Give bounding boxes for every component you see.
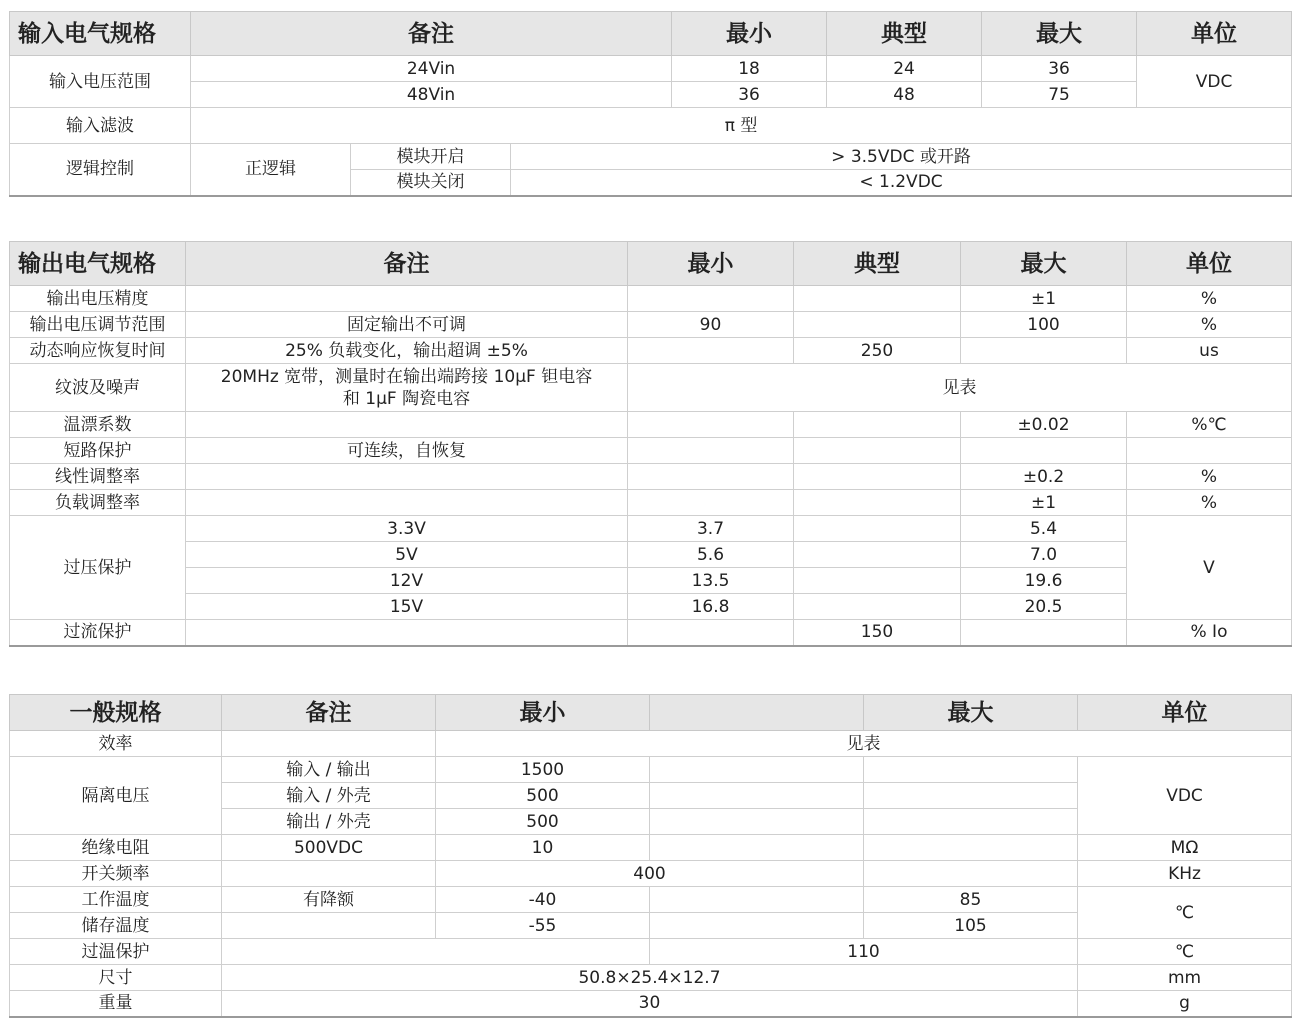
- table-row: [10, 490, 1292, 516]
- header-min: 最小: [672, 12, 827, 56]
- cell-note: [222, 861, 436, 887]
- header-note: 备注: [186, 242, 628, 286]
- cell-unit: %℃: [1127, 412, 1292, 438]
- cell-note: 48Vin: [191, 82, 672, 108]
- row-label: 效率: [10, 731, 222, 757]
- cell-max: 75: [982, 82, 1137, 108]
- table-row: [10, 939, 1292, 965]
- cell-unit: V: [1127, 516, 1292, 620]
- table-row: [10, 835, 1292, 861]
- cell-max: [961, 620, 1127, 646]
- cell-typ: 150: [794, 620, 961, 646]
- table-row: [10, 965, 1292, 991]
- cell-note: 12V: [186, 568, 628, 594]
- cell-min: [628, 286, 794, 312]
- cell-typ: [794, 286, 961, 312]
- table-row: [10, 464, 1292, 490]
- header-typ: 典型: [827, 12, 982, 56]
- table-row: [10, 731, 1292, 757]
- header-max: 最大: [982, 12, 1137, 56]
- table-row: [10, 144, 1292, 170]
- cell-min: [628, 438, 794, 464]
- row-label: 线性调整率: [10, 464, 186, 490]
- table-row: [10, 286, 1292, 312]
- cell-typ: [794, 312, 961, 338]
- row-label: 负载调整率: [10, 490, 186, 516]
- header-note: 备注: [191, 12, 672, 56]
- cell-min: 500: [436, 783, 650, 809]
- output-header-row: [10, 242, 1292, 286]
- cell-unit: g: [1078, 991, 1292, 1017]
- cell-unit: %: [1127, 490, 1292, 516]
- cell-note: [186, 412, 628, 438]
- cell-min: 13.5: [628, 568, 794, 594]
- cell-min: [628, 490, 794, 516]
- cell-typ: [794, 438, 961, 464]
- cell-max: [961, 438, 1127, 464]
- input-header-row: [10, 12, 1292, 56]
- cell-note: 5V: [186, 542, 628, 568]
- row-label: 动态响应恢复时间: [10, 338, 186, 364]
- cell-unit: KHz: [1078, 861, 1292, 887]
- header-unit: 单位: [1127, 242, 1292, 286]
- cell-note: 15V: [186, 594, 628, 620]
- cell-value: 见表: [436, 731, 1292, 757]
- table-row: [10, 991, 1292, 1017]
- cell-state: 模块关闭: [351, 170, 511, 196]
- header-typ: 典型: [794, 242, 961, 286]
- cell-unit: us: [1127, 338, 1292, 364]
- cell-max: [864, 783, 1078, 809]
- cell-typ: 250: [794, 338, 961, 364]
- cell-min: 10: [436, 835, 650, 861]
- cell-typ: 110: [650, 939, 1078, 965]
- cell-unit: MΩ: [1078, 835, 1292, 861]
- cell-typ: 24: [827, 56, 982, 82]
- cell-note: [222, 731, 436, 757]
- cell-unit: %: [1127, 286, 1292, 312]
- row-label: 绝缘电阻: [10, 835, 222, 861]
- cell-max: 85: [864, 887, 1078, 913]
- cell-note: [186, 464, 628, 490]
- cell-max: [961, 338, 1127, 364]
- cell-typ: [650, 887, 864, 913]
- cell-note: 500VDC: [222, 835, 436, 861]
- cell-min: 1500: [436, 757, 650, 783]
- cell-min: [628, 620, 794, 646]
- table-row: [10, 568, 1292, 594]
- cell-min: -55: [436, 913, 650, 939]
- cell-min: 90: [628, 312, 794, 338]
- table-row: [10, 516, 1292, 542]
- general-header-row: [10, 695, 1292, 731]
- cell-note: 24Vin: [191, 56, 672, 82]
- cell-note: 可连续，自恢复: [186, 438, 628, 464]
- row-label: 逻辑控制: [10, 144, 191, 196]
- ripple-note-line2: 和 1μF 陶瓷电容: [342, 388, 471, 409]
- cell-max: 36: [982, 56, 1137, 82]
- ripple-note-line1: 20MHz 宽带，测量时在输出端跨接 10μF 钽电容: [220, 366, 593, 387]
- header-note: 备注: [222, 695, 436, 731]
- cell-unit: [1127, 438, 1292, 464]
- row-label: 工作温度: [10, 887, 222, 913]
- cell-typ: [794, 464, 961, 490]
- cell-max: [864, 809, 1078, 835]
- row-label: 过流保护: [10, 620, 186, 646]
- table-row: [10, 108, 1292, 144]
- table-row: [10, 312, 1292, 338]
- cell-note: 3.3V: [186, 516, 628, 542]
- table-row: [10, 364, 1292, 412]
- cell-note: 输出 / 外壳: [222, 809, 436, 835]
- row-label: 尺寸: [10, 965, 222, 991]
- header-unit: 单位: [1078, 695, 1292, 731]
- cell-note: 固定输出不可调: [186, 312, 628, 338]
- row-label: 过压保护: [10, 516, 186, 620]
- row-label: 输入滤波: [10, 108, 191, 144]
- cell-unit: mm: [1078, 965, 1292, 991]
- cell-value: < 1.2VDC: [511, 170, 1292, 196]
- row-label: 过温保护: [10, 939, 222, 965]
- cell-max: 100: [961, 312, 1127, 338]
- row-label: 输出电压精度: [10, 286, 186, 312]
- cell-typ: [650, 757, 864, 783]
- table-row: [10, 542, 1292, 568]
- row-label: 温漂系数: [10, 412, 186, 438]
- cell-note: [186, 286, 628, 312]
- cell-typ: [794, 542, 961, 568]
- cell-max: [864, 835, 1078, 861]
- cell-max: 20.5: [961, 594, 1127, 620]
- cell-max: 7.0: [961, 542, 1127, 568]
- header-unit: 单位: [1137, 12, 1292, 56]
- table-row: [10, 757, 1292, 783]
- table-row: [10, 620, 1292, 646]
- header-max: 最大: [864, 695, 1078, 731]
- cell-state: 模块开启: [351, 144, 511, 170]
- cell-typ: [650, 835, 864, 861]
- row-label: 开关频率: [10, 861, 222, 887]
- cell-unit: ℃: [1078, 939, 1292, 965]
- cell-max: ±1: [961, 286, 1127, 312]
- cell-max: [864, 757, 1078, 783]
- row-label: 隔离电压: [10, 757, 222, 835]
- cell-typ: [650, 913, 864, 939]
- table-row: [10, 438, 1292, 464]
- cell-min: 3.7: [628, 516, 794, 542]
- cell-note: 输入 / 外壳: [222, 783, 436, 809]
- cell-max: 19.6: [961, 568, 1127, 594]
- cell-note: [186, 364, 628, 412]
- cell-value: 30: [222, 991, 1078, 1017]
- row-label: 纹波及噪声: [10, 364, 186, 412]
- cell-mode: 正逻辑: [191, 144, 351, 196]
- row-label: 输入电压范围: [10, 56, 191, 108]
- header-max: 最大: [961, 242, 1127, 286]
- row-label: 储存温度: [10, 913, 222, 939]
- cell-typ: [794, 568, 961, 594]
- cell-value: π 型: [191, 108, 1292, 144]
- cell-min: 5.6: [628, 542, 794, 568]
- cell-note: [222, 913, 436, 939]
- table-row: [10, 861, 1292, 887]
- cell-value: 见表: [628, 364, 1292, 412]
- cell-note: 有降额: [222, 887, 436, 913]
- cell-unit: % Io: [1127, 620, 1292, 646]
- row-label: 重量: [10, 991, 222, 1017]
- cell-typ: [794, 412, 961, 438]
- cell-min: 18: [672, 56, 827, 82]
- table-row: [10, 887, 1292, 913]
- cell-note: [186, 620, 628, 646]
- input-spec-table: [9, 11, 1292, 197]
- table-row: [10, 82, 1292, 108]
- cell-min: 16.8: [628, 594, 794, 620]
- cell-max: ±1: [961, 490, 1127, 516]
- cell-min: [628, 464, 794, 490]
- header-min: 最小: [436, 695, 650, 731]
- cell-min: [628, 338, 794, 364]
- output-section-title: 输出电气规格: [10, 242, 186, 286]
- cell-typ: [794, 516, 961, 542]
- cell-max: 105: [864, 913, 1078, 939]
- output-spec-table: [9, 241, 1292, 647]
- cell-unit: VDC: [1137, 56, 1292, 108]
- cell-unit: VDC: [1078, 757, 1292, 835]
- cell-typ: [794, 490, 961, 516]
- cell-min: [628, 412, 794, 438]
- cell-note: 输入 / 输出: [222, 757, 436, 783]
- row-label: 输出电压调节范围: [10, 312, 186, 338]
- table-row: [10, 338, 1292, 364]
- table-row: [10, 594, 1292, 620]
- cell-note: 25% 负载变化，输出超调 ±5%: [186, 338, 628, 364]
- cell-note: [222, 939, 650, 965]
- table-row: [10, 56, 1292, 82]
- row-label: 短路保护: [10, 438, 186, 464]
- cell-unit: %: [1127, 312, 1292, 338]
- cell-max: [864, 861, 1078, 887]
- cell-max: ±0.2: [961, 464, 1127, 490]
- cell-value: > 3.5VDC 或开路: [511, 144, 1292, 170]
- cell-value: 50.8×25.4×12.7: [222, 965, 1078, 991]
- cell-typ: [794, 594, 961, 620]
- general-spec-table: [9, 694, 1292, 1018]
- table-row: [10, 412, 1292, 438]
- cell-note: [186, 490, 628, 516]
- cell-max: 5.4: [961, 516, 1127, 542]
- cell-typ: 48: [827, 82, 982, 108]
- cell-min: -40: [436, 887, 650, 913]
- cell-min: 36: [672, 82, 827, 108]
- cell-min: 500: [436, 809, 650, 835]
- cell-unit: ℃: [1078, 887, 1292, 939]
- cell-typ: [650, 783, 864, 809]
- general-section-title: 一般规格: [10, 695, 222, 731]
- header-typ: [650, 695, 864, 731]
- cell-typ: 400: [436, 861, 864, 887]
- cell-typ: [650, 809, 864, 835]
- header-min: 最小: [628, 242, 794, 286]
- input-section-title: 输入电气规格: [10, 12, 191, 56]
- cell-unit: %: [1127, 464, 1292, 490]
- cell-max: ±0.02: [961, 412, 1127, 438]
